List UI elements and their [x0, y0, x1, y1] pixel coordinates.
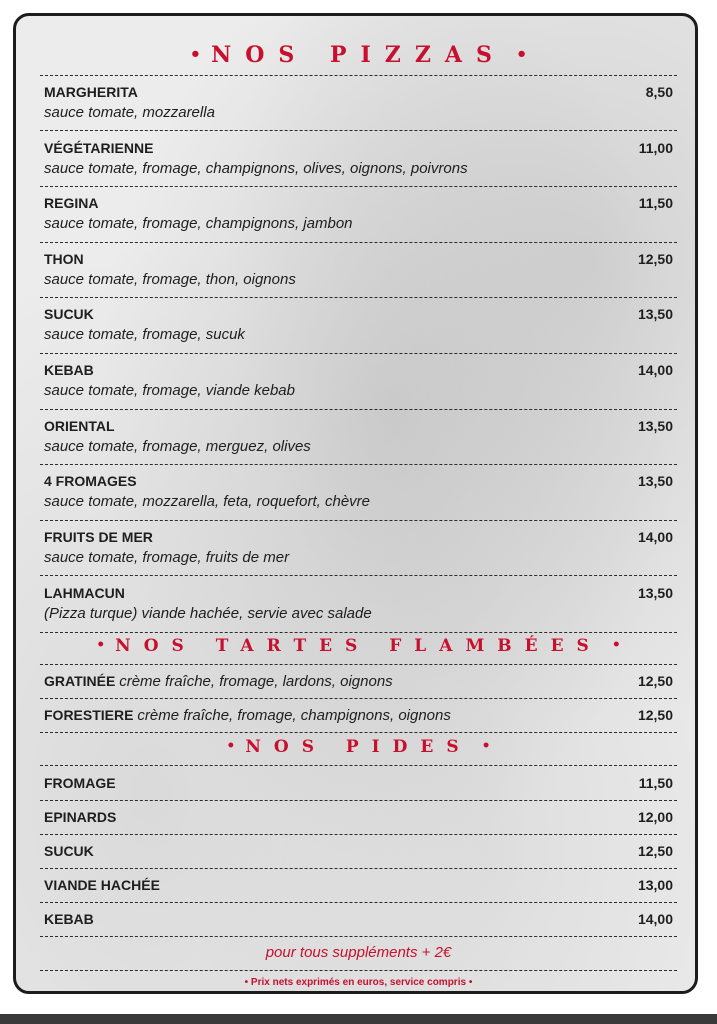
bullet-icon: • — [481, 738, 491, 754]
item-name: REGINA — [44, 195, 99, 211]
item-name: EPINARDS — [44, 809, 117, 825]
item-price: 11,50 — [638, 195, 673, 211]
divider — [40, 186, 677, 187]
pizzas-title-text: NOS PIZZAS — [211, 42, 506, 68]
item-description: sauce tomate, fromage, merguez, olives — [44, 438, 311, 455]
bullet-icon: • — [226, 738, 236, 754]
item-name: MARGHERITA — [44, 84, 138, 100]
divider — [40, 834, 677, 835]
divider — [40, 297, 677, 298]
bullet-icon: • — [515, 44, 528, 65]
bottom-bar — [0, 1014, 717, 1024]
item-price: 14,00 — [637, 529, 673, 545]
item-name: FRUITS DE MER — [44, 529, 153, 545]
item-price: 14,00 — [637, 911, 673, 927]
bullet-icon: • — [611, 637, 621, 653]
price-footnote: • Prix nets exprimés en euros, service compris • — [244, 977, 473, 988]
supplement-note: pour tous suppléments + 2€ — [265, 944, 452, 961]
item-name: GRATINÉE — [44, 673, 116, 689]
pizzas-section-title — [40, 42, 677, 68]
bullet-icon: • — [96, 637, 106, 653]
divider — [40, 353, 677, 354]
item-description: crème fraîche, fromage, champignons, oignons — [137, 707, 451, 724]
divider — [40, 800, 677, 801]
item-description: sauce tomate, fromage, champignons, olives, oignons, poivrons — [44, 160, 468, 177]
tartes-title-text: NOS TARTES FLAMBÉES — [115, 636, 602, 656]
item-description: sauce tomate, fromage, fruits de mer — [44, 549, 290, 566]
item-description: sauce tomate, fromage, sucuk — [44, 326, 245, 343]
bullet-icon: • — [189, 44, 202, 65]
item-name: VIANDE HACHÉE — [44, 877, 160, 893]
item-price: 11,50 — [638, 775, 673, 791]
item-price: 13,00 — [637, 877, 673, 893]
divider — [40, 698, 677, 699]
item-description: crème fraîche, fromage, lardons, oignons — [119, 673, 393, 690]
item-name: SUCUK — [44, 306, 94, 322]
divider — [40, 242, 677, 243]
item-name: KEBAB — [44, 911, 94, 927]
divider — [40, 970, 677, 971]
divider — [40, 868, 677, 869]
item-name: KEBAB — [44, 362, 94, 378]
divider — [40, 75, 677, 76]
divider — [40, 632, 677, 633]
item-price: 14,00 — [637, 362, 673, 378]
item-price: 12,00 — [637, 809, 673, 825]
divider — [40, 936, 677, 937]
item-price: 8,50 — [645, 84, 673, 100]
item-description: sauce tomate, mozzarella, feta, roquefort, chèvre — [44, 493, 370, 510]
item-description: sauce tomate, fromage, champignons, jambon — [44, 215, 353, 232]
divider — [40, 902, 677, 903]
item-price: 13,50 — [637, 585, 673, 601]
item-price: 11,00 — [638, 140, 673, 156]
item-name-line — [44, 673, 393, 690]
item-price: 13,50 — [637, 473, 673, 489]
divider — [40, 765, 677, 766]
pides-section-title — [40, 737, 677, 757]
item-price: 12,50 — [637, 251, 673, 267]
item-description: (Pizza turque) viande hachée, servie avec salade — [44, 605, 372, 622]
divider — [40, 464, 677, 465]
item-name: SUCUK — [44, 843, 94, 859]
divider — [40, 732, 677, 733]
item-name: LAHMACUN — [44, 585, 125, 601]
item-price: 12,50 — [637, 843, 673, 859]
item-description: sauce tomate, fromage, thon, oignons — [44, 271, 296, 288]
item-name: ORIENTAL — [44, 418, 115, 434]
item-name: VÉGÉTARIENNE — [44, 140, 154, 156]
item-name: FORESTIERE — [44, 707, 134, 723]
item-price: 13,50 — [637, 418, 673, 434]
item-name: FROMAGE — [44, 775, 116, 791]
item-description: sauce tomate, mozzarella — [44, 104, 215, 121]
item-price: 12,50 — [637, 707, 673, 723]
item-price: 13,50 — [637, 306, 673, 322]
divider — [40, 130, 677, 131]
item-name: THON — [44, 251, 84, 267]
divider — [40, 575, 677, 576]
item-name: 4 FROMAGES — [44, 473, 137, 489]
pides-title-text: NOS PIDES — [245, 737, 472, 757]
divider — [40, 409, 677, 410]
divider — [40, 664, 677, 665]
divider — [40, 520, 677, 521]
item-name-line — [44, 707, 451, 724]
item-description: sauce tomate, fromage, viande kebab — [44, 382, 295, 399]
item-price: 12,50 — [637, 673, 673, 689]
tartes-section-title — [40, 636, 677, 656]
